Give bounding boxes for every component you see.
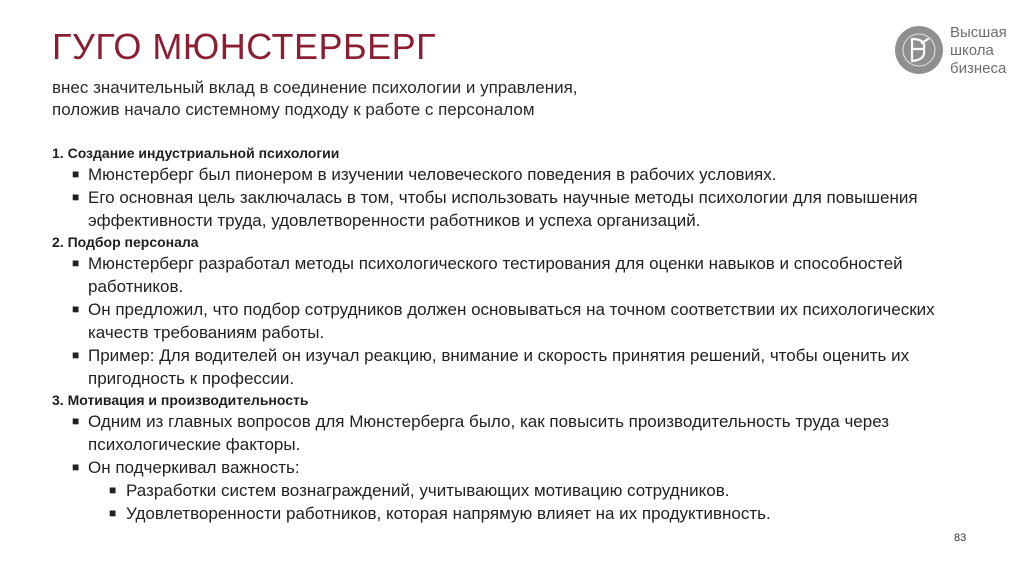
subtitle-line: внес значительный вклад в соединение психологии и управления, [52,78,578,97]
logo-text [950,24,1007,78]
section-title: Мотивация и производительность [67,392,309,408]
list-item-text: Мюнстерберг разработал методы психологического тестирования для оценки навыков и способностей работников. [88,254,903,296]
list-item [52,344,972,390]
bullet-icon: ■ [72,414,80,428]
section-heading [52,232,972,252]
list-item [52,186,972,232]
section-title: Подбор персонала [67,234,199,250]
page-title: ГУГО МЮНСТЕРБЕРГ [52,26,437,67]
bullet-icon: ■ [72,256,80,270]
section-number: 1. [52,145,64,161]
list-item-text: Его основная цель заключалась в том, чтобы использовать научные методы психологии для повышения эффективности труда, удовлетворенности работников и успеха организаций. [88,188,918,230]
bullet-icon: ■ [109,506,117,520]
bullet-icon: ■ [72,348,80,362]
page-number: 83 [954,532,967,544]
bullet-icon: ■ [72,167,80,181]
logo-line: бизнеса [950,60,1007,77]
subtitle-line: положив начало системному подходу к работе с персоналом [52,100,535,119]
list-item [52,163,972,186]
list-item [52,252,972,298]
subtitle [52,77,578,121]
logo-line: школа [950,42,994,59]
section-title: Создание индустриальной психологии [67,145,340,161]
sub-list-item [52,479,972,502]
section-number: 2. [52,234,64,250]
section-heading [52,390,972,410]
section-heading [52,143,972,163]
list-item-text: Разработки систем вознаграждений, учитывающих мотивацию сотрудников. [126,481,730,500]
list-item [52,410,972,456]
section-number: 3. [52,392,64,408]
list-item [52,456,972,479]
bullet-icon: ■ [72,302,80,316]
hse-emblem-icon [894,25,944,75]
logo-line: Высшая [950,24,1007,41]
bullet-icon: ■ [109,483,117,497]
content-body [52,143,972,525]
list-item [52,298,972,344]
list-item-text: Он предложил, что подбор сотрудников должен основываться на точном соответствии их психологических качеств требованиям работы. [88,300,935,342]
list-item-text: Пример: Для водителей он изучал реакцию, внимание и скорость принятия решений, чтобы оценить их пригодность к профессии. [88,346,910,388]
list-item-text: Удовлетворенности работников, которая напрямую влияет на их продуктивность. [126,504,771,523]
bullet-icon: ■ [72,460,80,474]
list-item-text: Одним из главных вопросов для Мюнстерберга было, как повысить производительность труда через психологические факторы. [88,412,890,454]
list-item-text: Мюнстерберг был пионером в изучении человеческого поведения в рабочих условиях. [88,165,777,184]
bullet-icon: ■ [72,190,80,204]
list-item-text: Он подчеркивал важность: [88,458,300,477]
sub-list-item [52,502,972,525]
